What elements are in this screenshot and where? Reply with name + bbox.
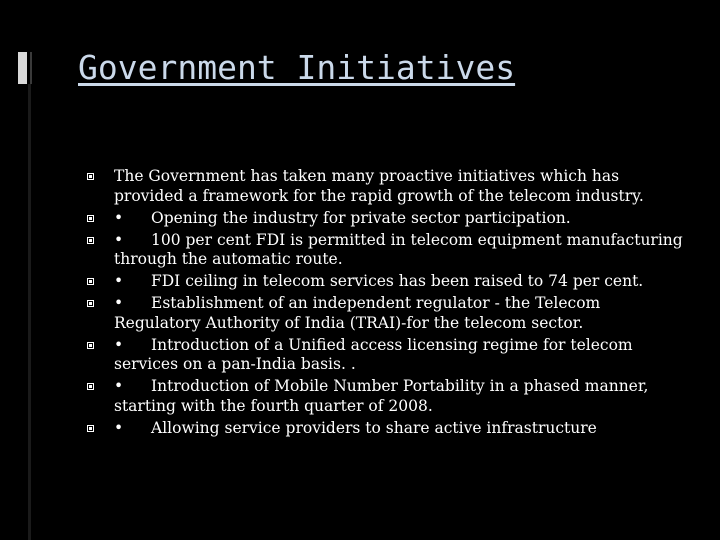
bullet-prefix: •	[114, 208, 124, 227]
square-bullet-icon	[87, 425, 94, 432]
bullet-text: Allowing service providers to share active infrastructure	[151, 418, 597, 437]
bullet-prefix: •	[114, 294, 124, 312]
bullet-item	[87, 294, 687, 333]
square-bullet-icon	[87, 383, 94, 390]
square-bullet-icon	[87, 215, 94, 222]
bullet-prefix: •	[114, 272, 124, 290]
square-bullet-icon	[87, 342, 94, 349]
accent-block-gap	[27, 52, 30, 84]
bullet-item	[87, 419, 687, 439]
bullet-item	[87, 377, 687, 416]
bullet-prefix: •	[114, 377, 124, 395]
square-bullet-icon	[87, 278, 94, 285]
square-bullet-icon	[87, 173, 94, 180]
bullet-prefix: •	[114, 418, 124, 437]
accent-block-light	[18, 52, 27, 84]
bullet-prefix: •	[114, 230, 124, 249]
bullet-text: Opening the industry for private sector participation.	[151, 208, 571, 227]
bullet-text: The Government has taken many proactive initiatives which has provided a framework for the rapid growth of the telecom industry.	[114, 167, 644, 205]
square-bullet-icon	[87, 237, 94, 244]
bullet-item	[87, 167, 687, 206]
bullet-item	[87, 272, 687, 292]
left-rail	[28, 84, 31, 540]
bullet-list	[87, 167, 687, 441]
bullet-item	[87, 231, 687, 270]
bullet-text: FDI ceiling in telecom services has been raised to 74 per cent.	[151, 272, 644, 290]
bullet-text: Establishment of an independent regulator - the Telecom Regulatory Authority of India (TRAI)-for the telecom sector.	[114, 294, 601, 332]
bullet-item	[87, 336, 687, 375]
bullet-text: Introduction of a Unified access licensing regime for telecom services on a pan-India basis. .	[114, 335, 633, 373]
bullet-prefix: •	[114, 335, 124, 354]
square-bullet-icon	[87, 300, 94, 307]
bullet-item	[87, 209, 687, 229]
slide-title: Government Initiatives	[78, 48, 516, 87]
bullet-text: 100 per cent FDI is permitted in telecom equipment manufacturing through the automatic route.	[114, 230, 683, 268]
bullet-text: Introduction of Mobile Number Portability in a phased manner, starting with the fourth quarter of 2008.	[114, 377, 649, 415]
